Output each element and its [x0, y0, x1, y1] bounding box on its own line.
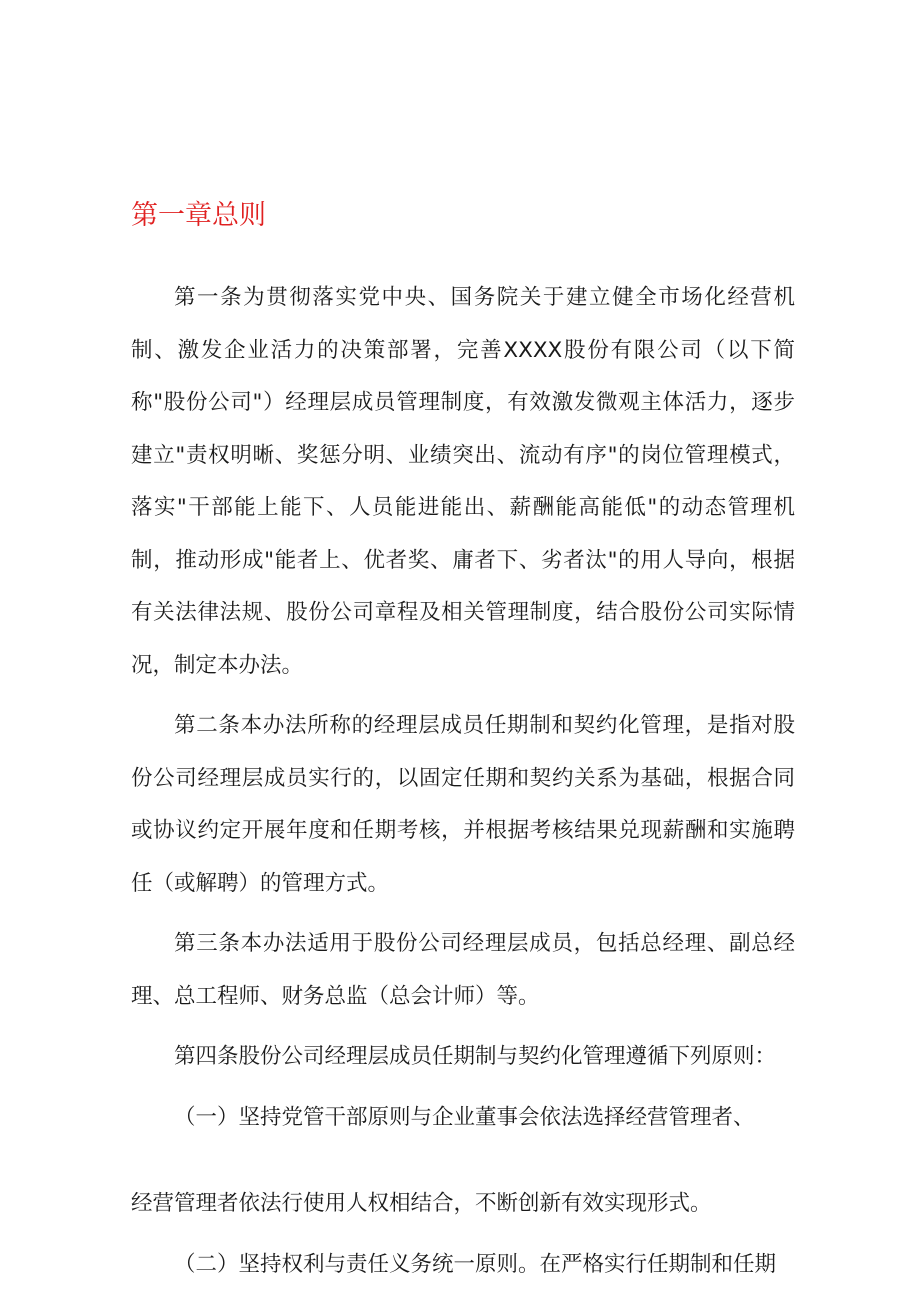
chapter-title: 第一章总则 — [131, 200, 266, 231]
article-1: 第一条为贯彻落实党中央、国务院关于建立健全市场化经营机制、激发企业活力的决策部署，完善XXXX股份有限公司（以下简称"股份公司"）经理层成员管理制度，有效激发微观主体活力，逐步建立"责权明晰、奖惩分明、业绩突出、流动有序"的岗位管理模式，落实"干部能上能下、人员能进能出、薪酬能高能低"的动态管理机制，推动形成"能者上、优者奖、庸者下、劣者汰"的用人导向，根据有关法律法规、股份公司章程及相关管理制度，结合股份公司实际情况，制定本办法。 — [131, 285, 795, 678]
article-4: 第四条股份公司经理层成员任期制与契约化管理遵循下列原则： — [174, 1044, 777, 1069]
principle-2: （二）坚持权利与责任义务统一原则。在严格实行任期制和任期 — [174, 1251, 777, 1277]
principle-1-continued: 经营管理者依法行使用人权相结合，不断创新有效实现形式。 — [131, 1191, 712, 1216]
article-2: 第二条本办法所称的经理层成员任期制和契约化管理，是指对股份公司经理层成员实行的，以固定任期和契约关系为基础，根据合同或协议约定开展年度和任期考核，并根据考核结果兑现薪酬和实施聘任（或解聘）的管理方式。 — [131, 713, 795, 896]
principle-1: （一）坚持党管干部原则与企业董事会依法选择经营管理者、 — [174, 1104, 755, 1130]
document-body — [131, 272, 795, 1291]
article-3: 第三条本办法适用于股份公司经理层成员，包括总经理、副总经理、总工程师、财务总监（总会计师）等。 — [131, 931, 795, 1009]
